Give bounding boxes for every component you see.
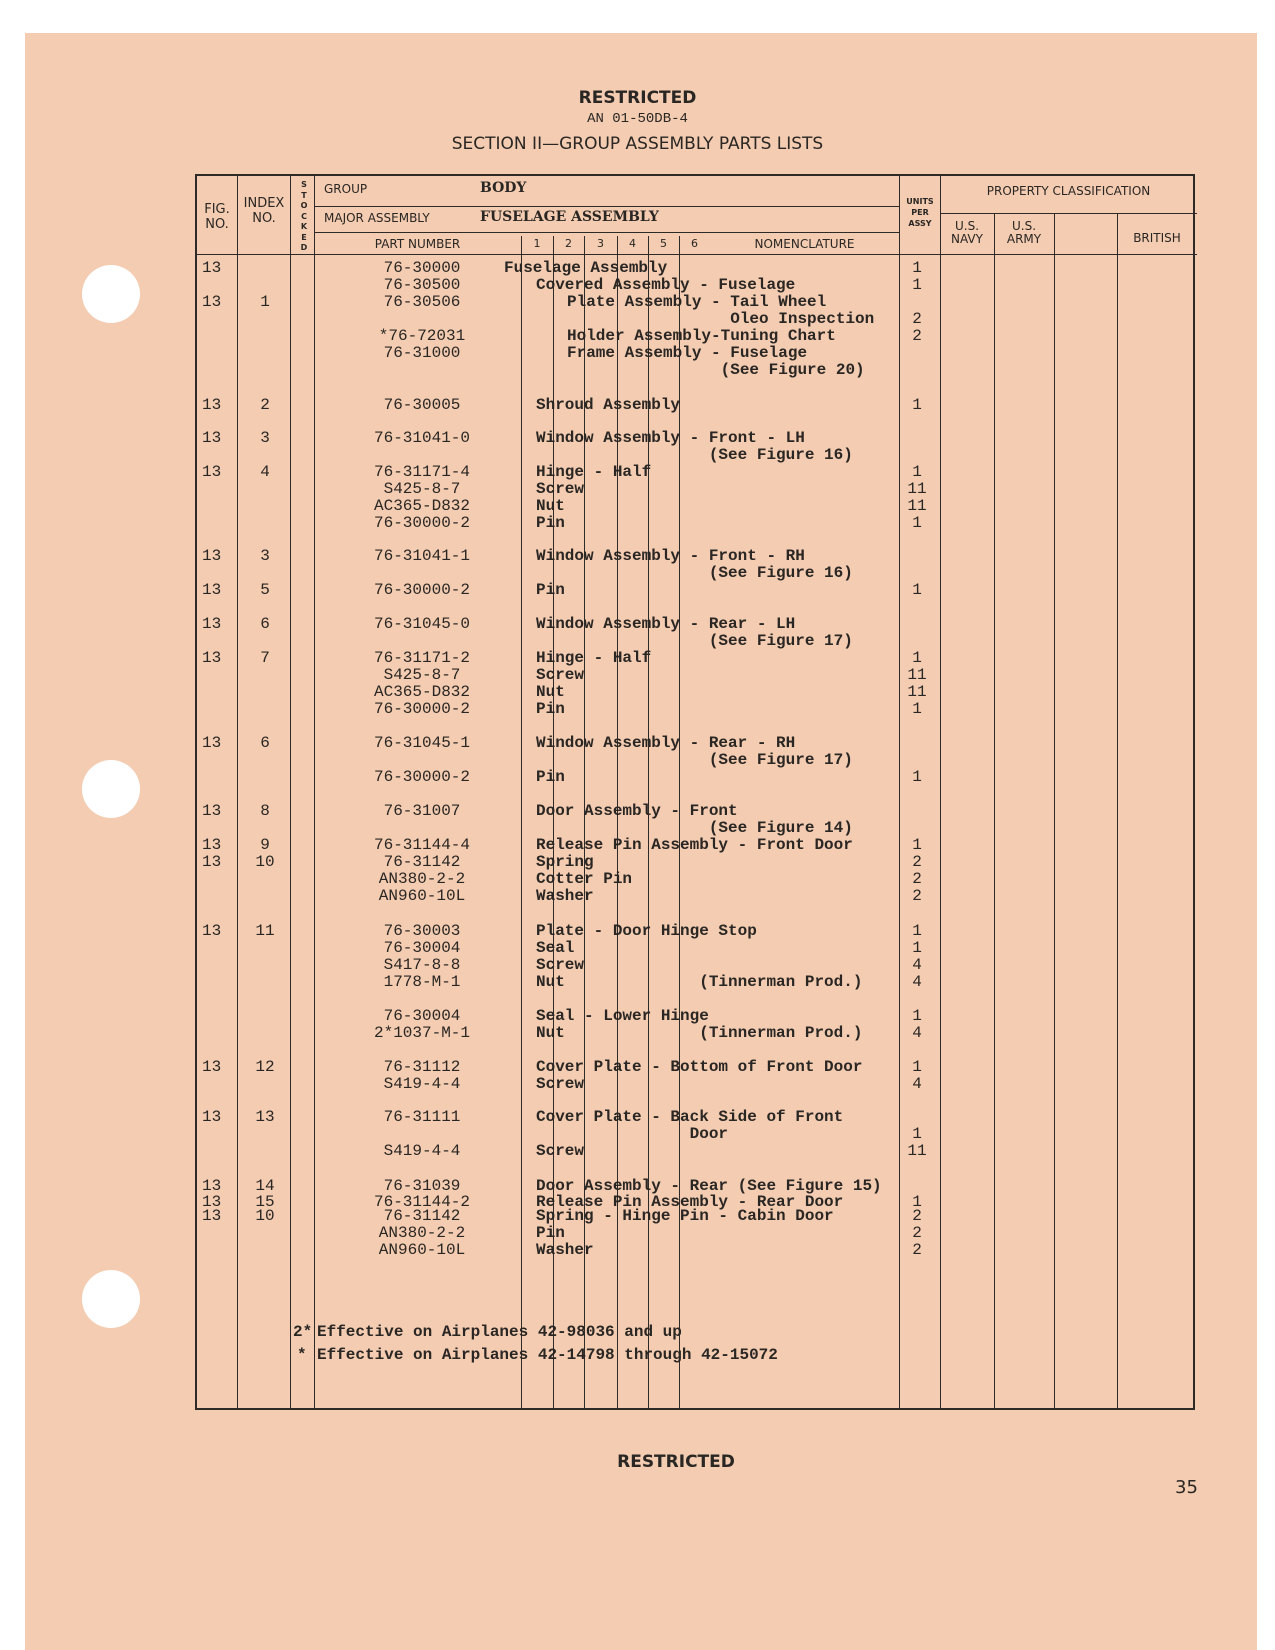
nomenclature-cell: Window Assembly - Front - LH [536,429,805,447]
col-divider [1054,213,1055,1408]
units-per-assy-cell: 1 [912,1193,922,1211]
index-no-cell: 3 [260,547,270,565]
units-per-assy-header: UNITS PER ASSY [906,197,934,228]
classification-header: RESTRICTED [578,88,697,108]
nomenclature-cell: Window Assembly - Rear - LH [536,615,796,633]
units-per-assy-cell: 2 [912,887,922,905]
units-per-assy-cell: 4 [912,956,922,974]
indent-level-4: 4 [629,237,636,250]
nomenclature-cell: Window Assembly - Rear - RH [536,734,796,752]
nomenclature-cell: Frame Assembly - Fuselage [567,344,808,362]
footnote-text: Effective on Airplanes 42-14798 through 42-15072 [317,1346,778,1364]
nomenclature-cell: Pin [536,700,565,718]
fig-no-cell: 13 [202,547,222,565]
part-number-cell: 76-30000-2 [373,581,470,599]
nomenclature-cell: Plate Assembly - Tail Wheel [567,293,827,311]
nomenclature-header: NOMENCLATURE [754,237,855,251]
nomenclature-cell: Seal [536,939,575,957]
nomenclature-cell: Plate - Door Hinge Stop [536,922,757,940]
nomenclature-cell: Spring [536,853,594,871]
col-divider [899,176,900,1408]
index-no-cell: 13 [255,1108,275,1126]
units-per-assy-cell: 1 [912,922,922,940]
index-no-cell: 7 [260,649,270,667]
units-per-assy-cell: 4 [912,1075,922,1093]
part-number-cell: 76-31142 [383,1207,461,1225]
group-value: BODY [480,180,527,196]
part-number-cell: 76-30000-2 [373,700,470,718]
units-per-assy-cell: 1 [912,700,922,718]
fig-no-cell: 13 [202,649,222,667]
part-number-cell: 76-30003 [383,922,461,940]
nomenclature-cell: Pin [536,768,565,786]
us-navy-header: U.S. NAVY [951,219,983,246]
part-number-cell: 76-30000-2 [373,768,470,786]
nomenclature-cell: Screw [536,1075,585,1093]
part-number-cell: 76-31171-2 [373,649,470,667]
part-number-cell: 76-31041-0 [373,429,470,447]
fig-no-cell: 13 [202,1207,222,1225]
property-classification-header: PROPERTY CLASSIFICATION [986,184,1151,198]
fig-no-header: FIG. NO. [204,202,230,232]
units-per-assy-cell: 11 [907,1142,927,1160]
nomenclature-cell: Door Assembly - Front [536,802,738,820]
col-divider [994,213,995,1408]
index-no-cell: 5 [260,581,270,599]
part-number-cell: 76-31171-4 [373,463,470,481]
index-no-cell: 9 [260,836,270,854]
nomenclature-cell: Door Assembly - Rear (See Figure 15) [536,1177,882,1195]
units-per-assy-cell: 11 [907,683,927,701]
indent-level-6: 6 [691,237,698,250]
footnote-text: Effective on Airplanes 42-98036 and up [317,1323,682,1341]
nomenclature-cell: (See Figure 14) [536,819,853,837]
units-per-assy-cell: 2 [912,1224,922,1242]
part-number-cell: AN960-10L [378,1241,466,1259]
nomenclature-cell: Pin [536,1224,565,1242]
fig-no-cell: 13 [202,802,222,820]
part-number-cell: 76-30005 [383,396,461,414]
units-per-assy-cell: 2 [912,1241,922,1259]
part-number-cell: S419-4-4 [383,1142,461,1160]
nomenclature-cell: Hinge - Half [536,649,652,667]
part-number-cell: 76-31045-1 [373,734,470,752]
part-number-cell: AN380-2-2 [378,1224,466,1242]
nomenclature-cell: Release Pin Assembly - Front Door [536,836,853,854]
nomenclature-cell: Washer [536,887,594,905]
nomenclature-cell: Holder Assembly-Tuning Chart [567,327,836,345]
british-header: BRITISH [1133,231,1181,245]
nomenclature-cell: Nut (Tinnerman Prod.) [536,973,863,991]
units-per-assy-cell: 11 [907,480,927,498]
part-number-cell: S419-4-4 [383,1075,461,1093]
binder-hole [82,265,140,323]
part-number-cell: 76-31045-0 [373,615,470,633]
units-per-assy-cell: 1 [912,514,922,532]
units-per-assy-cell: 1 [912,649,922,667]
units-per-assy-cell: 1 [912,768,922,786]
units-per-assy-cell: 2 [912,853,922,871]
part-number-cell: 76-30004 [383,1007,461,1025]
section-title: SECTION II—GROUP ASSEMBLY PARTS LISTS [451,134,824,154]
units-per-assy-cell: 1 [912,259,922,277]
nomenclature-cell: Release Pin Assembly - Rear Door [536,1193,844,1211]
part-number-cell: 76-31000 [383,344,461,362]
nomenclature-cell: Door [536,1125,729,1143]
index-no-cell: 6 [260,734,270,752]
part-number-cell: 76-31111 [383,1108,461,1126]
nomenclature-cell: Nut [536,683,565,701]
units-per-assy-cell: 2 [912,870,922,888]
units-per-assy-cell: 2 [912,1207,922,1225]
nomenclature-cell: Hinge - Half [536,463,652,481]
fig-no-cell: 13 [202,1058,222,1076]
col-divider [940,176,941,1408]
indent-level-5: 5 [660,237,667,250]
nomenclature-cell: Screw [536,1142,585,1160]
units-per-assy-cell: 1 [912,1125,922,1143]
major-assembly-value: FUSELAGE ASSEMBLY [480,209,659,225]
nomenclature-cell: Cover Plate - Bottom of Front Door [536,1058,863,1076]
part-number-cell: *76-72031 [378,327,466,345]
nomenclature-cell: Nut [536,497,565,515]
part-number-cell: AN960-10L [378,887,466,905]
part-number-cell: 76-31039 [383,1177,461,1195]
fig-no-cell: 13 [202,581,222,599]
part-number-cell: 76-31007 [383,802,461,820]
part-number-cell: 76-31144-2 [373,1193,470,1211]
nomenclature-cell: (See Figure 16) [536,564,853,582]
index-no-cell: 11 [255,922,275,940]
units-per-assy-cell: 11 [907,666,927,684]
indent-level-3: 3 [597,237,604,250]
fig-no-cell: 13 [202,734,222,752]
fig-no-cell: 13 [202,1177,222,1195]
part-number-cell: 76-30000-2 [373,514,470,532]
index-no-cell: 6 [260,615,270,633]
fig-no-cell: 13 [202,429,222,447]
index-no-cell: 4 [260,463,270,481]
parts-list-table [195,174,1195,1410]
index-no-cell: 1 [260,293,270,311]
row-divider [940,213,1197,214]
footnote-marker: 2* [293,1323,313,1341]
units-per-assy-cell: 1 [912,939,922,957]
nomenclature-cell: Washer [536,1241,594,1259]
row-divider [314,206,899,207]
fig-no-cell: 13 [202,1108,222,1126]
nomenclature-cell: Pin [536,581,565,599]
units-per-assy-cell: 4 [912,1024,922,1042]
nomenclature-cell: Screw [536,666,585,684]
units-per-assy-cell: 1 [912,276,922,294]
part-number-cell: 76-30000 [383,259,461,277]
document-number: AN 01-50DB-4 [587,111,688,127]
nomenclature-cell: (See Figure 20) [567,361,865,379]
binder-hole [82,1270,140,1328]
nomenclature-cell: Seal - Lower Hinge [536,1007,709,1025]
fig-no-cell: 13 [202,293,222,311]
nomenclature-cell: (See Figure 17) [536,751,853,769]
part-number-cell: 2*1037-M-1 [373,1024,470,1042]
fig-no-cell: 13 [202,396,222,414]
part-number-header: PART NUMBER [374,237,461,251]
part-number-cell: 76-31142 [383,853,461,871]
fig-no-cell: 13 [202,836,222,854]
col-divider [1117,213,1118,1408]
nomenclature-cell: Cover Plate - Back Side of Front [536,1108,844,1126]
indent-level-1: 1 [533,237,541,250]
nomenclature-cell: Window Assembly - Front - RH [536,547,805,565]
fig-no-cell: 13 [202,853,222,871]
nomenclature-cell: (See Figure 16) [536,446,853,464]
nomenclature-cell: Cotter Pin [536,870,633,888]
header-bottom-line [197,254,1197,255]
index-no-header: INDEX NO. [243,196,285,226]
index-no-cell: 14 [255,1177,275,1195]
us-army-header: U.S. ARMY [1006,219,1042,246]
part-number-cell: 76-30506 [383,293,461,311]
nomenclature-cell: Covered Assembly - Fuselage [536,276,796,294]
part-number-cell: 1778-M-1 [383,973,461,991]
part-number-cell: AC365-D832 [373,683,470,701]
index-no-cell: 10 [255,1207,275,1225]
part-number-cell: AC365-D832 [373,497,470,515]
fig-no-cell: 13 [202,922,222,940]
fig-no-cell: 13 [202,615,222,633]
units-per-assy-cell: 1 [912,581,922,599]
part-number-cell: S417-8-8 [383,956,461,974]
nomenclature-cell: Pin [536,514,565,532]
page-number: 35 [1175,1477,1198,1498]
col-divider [237,176,238,1408]
index-no-cell: 15 [255,1193,275,1211]
part-number-cell: AN380-2-2 [378,870,466,888]
footnote-marker: * [297,1346,307,1364]
part-number-cell: 76-31144-4 [373,836,470,854]
units-per-assy-cell: 1 [912,396,922,414]
units-per-assy-cell: 1 [912,836,922,854]
nomenclature-cell: (See Figure 17) [536,632,853,650]
nomenclature-cell: Spring - Hinge Pin - Cabin Door [536,1207,834,1225]
units-per-assy-cell: 4 [912,973,922,991]
part-number-cell: 76-30004 [383,939,461,957]
units-per-assy-cell: 2 [912,327,922,345]
nomenclature-cell: Screw [536,956,585,974]
classification-footer: RESTRICTED [617,1452,735,1472]
units-per-assy-cell: 1 [912,1058,922,1076]
col-divider [314,176,315,1408]
units-per-assy-cell: 2 [912,310,922,328]
fig-no-cell: 13 [202,463,222,481]
major-assembly-label: MAJOR ASSEMBLY [324,211,430,225]
nomenclature-cell: Shroud Assembly [536,396,681,414]
stocked-header: S T O C K E D [300,180,308,252]
units-per-assy-cell: 1 [912,463,922,481]
col-divider [290,176,291,1408]
nomenclature-cell: Oleo Inspection [567,310,875,328]
fig-no-cell: 13 [202,1193,222,1211]
part-number-cell: 76-30500 [383,276,461,294]
col-divider [521,236,522,1408]
part-number-cell: S425-8-7 [383,666,461,684]
group-label: GROUP [324,182,368,196]
index-no-cell: 3 [260,429,270,447]
part-number-cell: 76-31112 [383,1058,461,1076]
fig-no-cell: 13 [202,259,222,277]
index-no-cell: 12 [255,1058,275,1076]
row-divider [314,232,899,233]
part-number-cell: S425-8-7 [383,480,461,498]
index-no-cell: 2 [260,396,270,414]
units-per-assy-cell: 1 [912,1007,922,1025]
indent-level-2: 2 [565,237,572,250]
index-no-cell: 8 [260,802,270,820]
index-no-cell: 10 [255,853,275,871]
binder-hole [82,760,140,818]
nomenclature-cell: Screw [536,480,585,498]
nomenclature-cell: Fuselage Assembly [504,259,668,277]
part-number-cell: 76-31041-1 [373,547,470,565]
nomenclature-cell: Nut (Tinnerman Prod.) [536,1024,863,1042]
units-per-assy-cell: 11 [907,497,927,515]
